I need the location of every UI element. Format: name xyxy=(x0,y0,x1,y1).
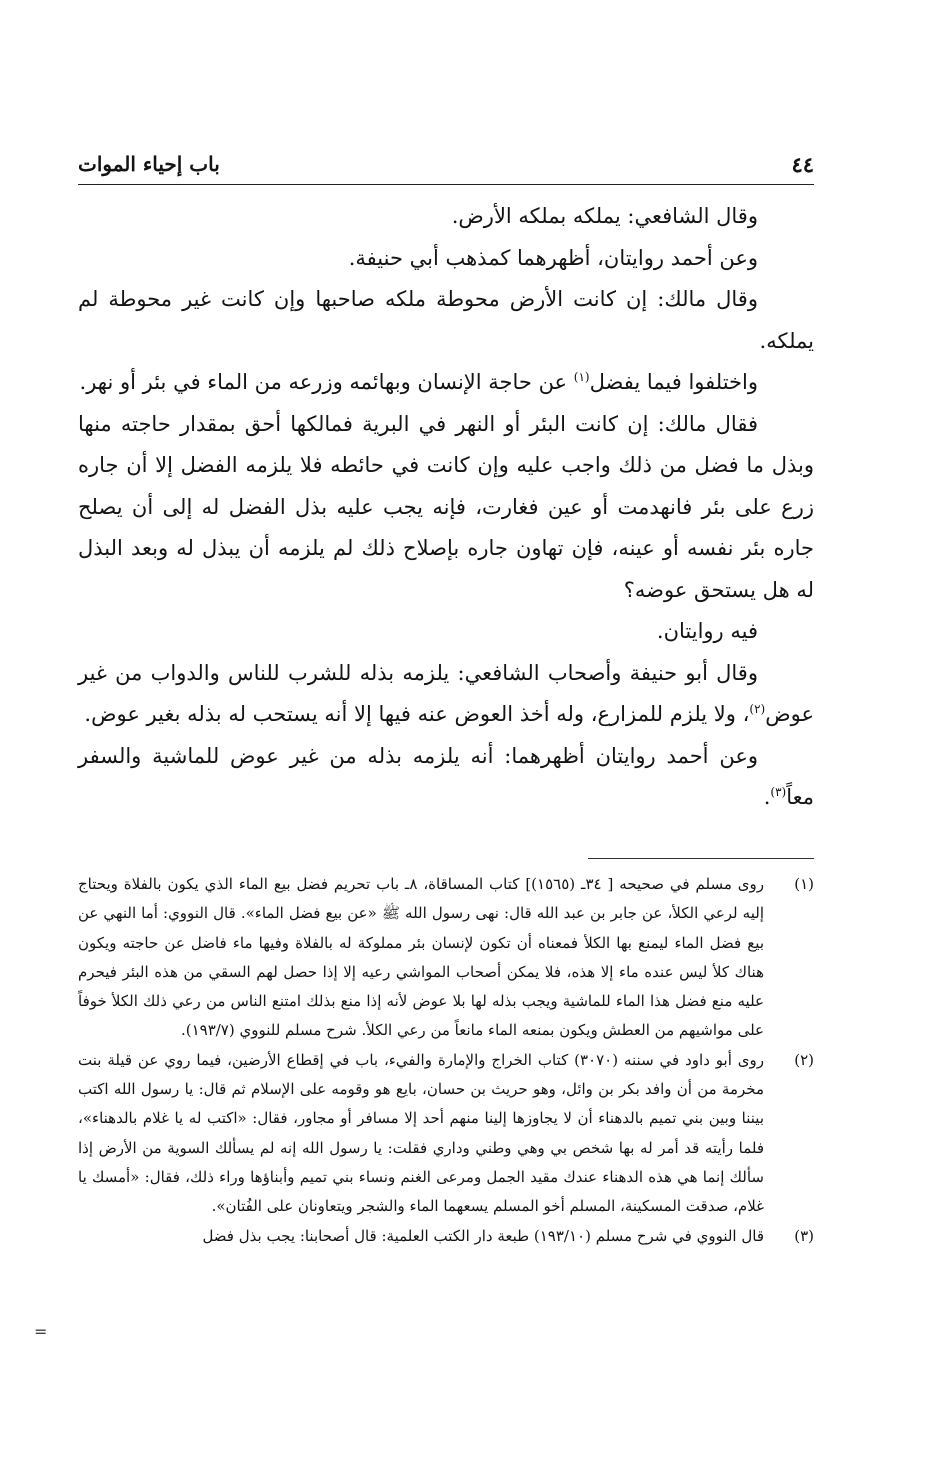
paragraph-8-text-a: وعن أحمد روايتان أظهرهما: أنه يلزمه بذله من غير عوض للماشية والسفر معاً xyxy=(78,743,814,809)
paragraph-4-text-a: واختلفوا فيما يفضل xyxy=(589,370,758,394)
paragraph-4 xyxy=(78,362,814,404)
paragraph-8 xyxy=(78,736,814,819)
footnote-text: قال النووي في شرح مسلم (١٩٣/١٠) طبعة دار الكتب العلمية: قال أصحابنا: يجب بذل فضل xyxy=(202,1226,764,1245)
footnote-number: (٣) xyxy=(794,1226,814,1245)
paragraph-4-text-b: عن حاجة الإنسان وبهائمه وزرعه من الماء في بئر أو نهر. xyxy=(79,370,574,394)
running-title: باب إحياء الموات xyxy=(78,152,220,176)
paragraph-2: وعن أحمد روايتان، أظهرهما كمذهب أبي حنيفة. xyxy=(348,245,758,270)
footnote-text: روى أبو داود في سننه (٣٠٧٠) كتاب الخراج والإمارة والفيء، باب في إقطاع الأرضين، فيما روي عن قيلة بنت مخرمة من أن وافد بكر بن وائل، وهو حريث بن حسان، بايع هو وقومه على الإسلام ثم قال: يا رسول الله اكتب بيننا وبين بني تميم بالدهناء أن لا يجاوزها إلينا منهم أحد إلا مسافر أو مجاور، فقال: «اكتب له يا غلام بالدهناء»، فلما رأيته قد أمر له بها شخص بي وهي وطني وداري فقلت: يا رسول الله إنه لم يسألك السوية من الأرض إذا سألك إنما هي هذه الدهناء عندك مقيد الجمل ومرعى الغنم ونساء بني تميم وأبناؤها وراء ذلك، فقال: «أمسك يا غلام، صدقت المسكينة، المسلم أخو المسلم يسعهما الماء والشجر ويتعاونان على الفُتان». xyxy=(78,1050,765,1216)
footnote-2 xyxy=(78,1046,814,1222)
footnote-ref-1[interactable]: (١) xyxy=(573,370,590,384)
footnote-divider xyxy=(588,858,814,859)
paragraph-1: وقال الشافعي: يملكه بملكه الأرض. xyxy=(451,204,758,228)
footnote-1 xyxy=(78,870,814,1046)
paragraph-5: فقال مالك: إن كانت البئر أو النهر في البرية فمالكها أحق بمقدار حاجته منها وبذل ما فضل من ذلك واجب عليه وإن كانت في حائطه فلا يلزمه الفضل إلا أن جاره زرع على بئر فانهدمت أو عين فغارت، فإنه يجب عليه بذل الفضل له إلى أن يصلح جاره بئر نفسه أو عينه، فإن تهاون جاره بإصلاح ذلك لم يلزمه أن يبذل له وبعد البذل له هل يستحق عوضه؟ xyxy=(78,411,814,602)
paragraph-3: وقال مالك: إن كانت الأرض محوطة ملكه صاحبها وإن كانت غير محوطة لم يملكه. xyxy=(78,287,814,353)
paragraph-7-text-b: ، ولا يلزم للمزارع، وله أخذ العوض عنه فيها إلا أنه يستحب له بذله بغير عوض. xyxy=(84,702,750,726)
paragraph-6: فيه روايتان. xyxy=(656,619,758,643)
main-text xyxy=(78,196,814,819)
page-header xyxy=(78,150,814,185)
footnote-3 xyxy=(78,1222,814,1251)
footnote-number: (٢) xyxy=(794,1050,814,1069)
footnotes xyxy=(78,870,814,1251)
paragraph-7-text-a: وقال أبو حنيفة وأصحاب الشافعي: يلزمه بذله للشرب للناس والدواب من غير عوض xyxy=(78,660,814,726)
paragraph-8-text-b: . xyxy=(763,785,771,809)
margin-mark: = xyxy=(34,1322,48,1341)
footnote-ref-2[interactable]: (٢) xyxy=(749,702,766,716)
paragraph-7 xyxy=(78,653,814,736)
footnote-number: (١) xyxy=(794,875,814,893)
footnote-ref-3[interactable]: (٣) xyxy=(770,785,787,799)
page-number: ٤٤ xyxy=(791,152,814,177)
footnote-text: روى مسلم في صحيحه [ ٣٤ـ (١٥٦٥)] كتاب المساقاة، ٨ـ باب تحريم فضل بيع الماء الذي يكون بالفلاة ويحتاج إليه لرعي الكلأ، عن جابر بن عبد الله قال: نهى رسول الله ﷺ «عن بيع فضل الماء». قال النووي: أما النهي عن بيع فضل الماء ليمنع بها الكلأ فمعناه أن تكون لإنسان بئر مملوكة له بالفلاة وفيها ماء فاضل عن حاجته ويكون هناك كلأ ليس عنده ماء إلا هذه، فلا يمكن أصحاب المواشي رعيه إلا إذا حصل لهم السقي من هذه البئر فيحرم عليه منع فضل هذا الماء للماشية ويجب بذله لها بلا عوض لأنه إذا منع بذلك امتنع الناس من رعي ذلك الكلأ خوفاً على مواشيهم من العطش ويكون بمنعه الماء مانعاً من رعي الكلأ. شرح مسلم للنووي (١٩٣/٧). xyxy=(78,875,765,1040)
